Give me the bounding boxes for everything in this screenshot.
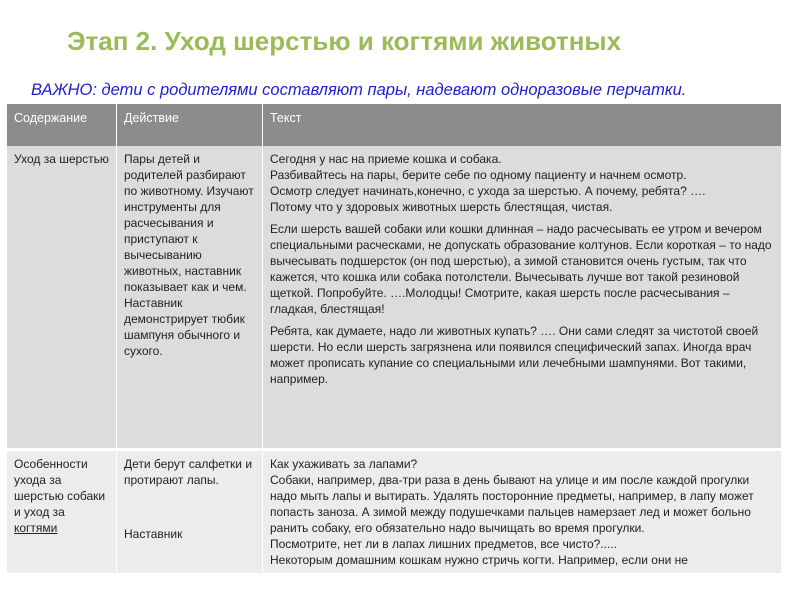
- table-header-row: [7, 104, 782, 146]
- text-paragraph: Ребята, как думаете, надо ли животных купать? …. Они сами следят за чистотой своей шерсти. Но если шерсть загрязнена или появился специфический запах. Иногда врач может прописать купание со специальными или лечебными шампунями. Вот такими, например.: [270, 324, 759, 386]
- row-text-cell: [263, 146, 782, 450]
- row-content-cell: Уход за шерстью: [7, 146, 117, 450]
- row-text-cell: Как ухаживать за лапами? Собаки, например, два-три раза в день бывают на улице и им после каждой прогулки надо мыть лапы и вытирать. Удалять посторонние предметы, например, в лапу может попасть заноза. А зимой между подушечками пальцев намерзает лед и может больно ранить собаку, его обязательно надо вычищать во время прогулки. Посмотрите, нет ли в лапах лишних предметов, все чисто?..... Некоторым домашним кошкам нужно стричь когти. Например, если они не: [263, 450, 782, 575]
- action-text: Дети берут салфетки и протирают лапы.: [124, 457, 253, 487]
- content-text: Особенности ухода за шерстью собаки и уход за: [14, 457, 106, 519]
- content-underlined-text: когтями: [14, 521, 58, 535]
- column-header-action: Действие: [117, 104, 263, 146]
- text-paragraph: Сегодня у нас на приеме кошка и собака. Разбивайтесь на пары, берите себе по одному пациенту и начнем осмотр. Осмотр следует начинать,конечно, с ухода за шерстью. А почему, ребята? …. Потому что у здоровых животных шерсть блестящая, чистая.: [270, 152, 706, 214]
- action-text-continued: Наставник: [124, 527, 183, 541]
- lesson-table: [7, 104, 782, 576]
- table-row: [7, 450, 782, 575]
- page-title: Этап 2. Уход шерстью и когтями животных: [67, 26, 622, 56]
- text-paragraph: Если шерсть вашей собаки или кошки длинная – надо расчесывать ее утром и вечером специальными расческами, не допускать образование колтунов. Если короткая – то надо вычесывать подшерсток (он под шерстью), а зимой становится очень густым, так что кажется, что кошка или собака потолстели. Вычесывать лучше вот такой резиновой щеткой. Попробуйте. ….Молодцы! Смотрите, какая шерсть после расчесывания – гладкая, блестящая!: [270, 222, 772, 316]
- row-action-cell: Пары детей и родителей разбирают по животному. Изучают инструменты для расчесывания и приступают к вычесыванию животных, наставник показывает как и чем. Наставник демонстрирует тюбик шампуня обычного и сухого.: [117, 146, 263, 450]
- column-header-text: Текст: [263, 104, 782, 146]
- table-row: [7, 146, 782, 450]
- row-action-cell: [117, 450, 263, 575]
- column-header-content: Содержание: [7, 104, 117, 146]
- important-note: ВАЖНО: дети с родителями составляют пары, надевают одноразовые перчатки.: [31, 81, 687, 99]
- row-content-cell: [7, 450, 117, 575]
